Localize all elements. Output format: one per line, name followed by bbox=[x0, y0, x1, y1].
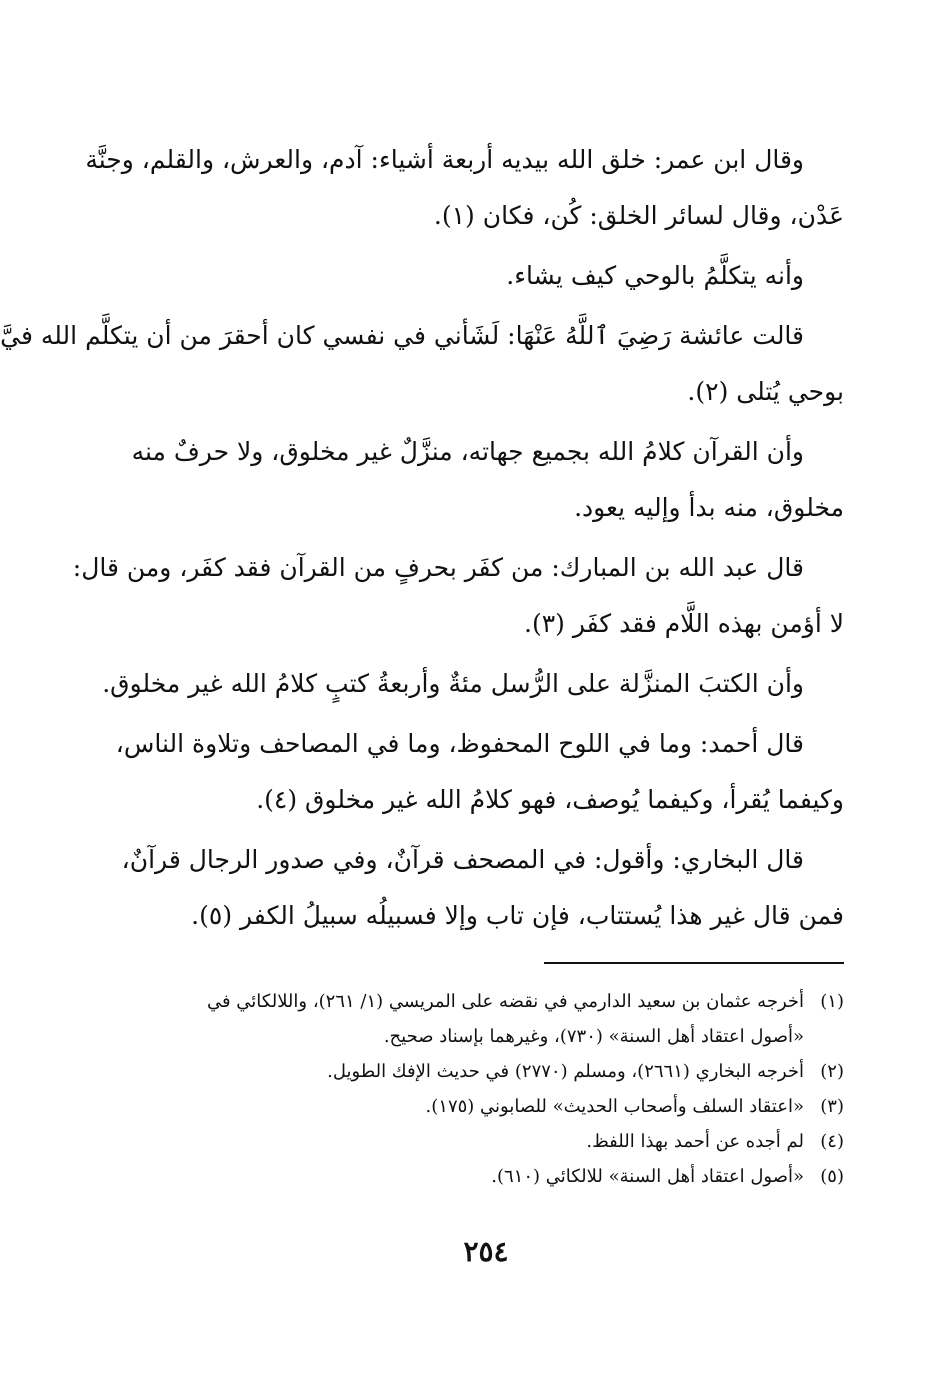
text-line: وكيفما يُقرأ، وكيفما يُوصف، فهو كلامُ الله غير مخلوق (٤). bbox=[256, 785, 844, 814]
footnote-text bbox=[124, 1124, 804, 1159]
text-line: قال البخاري: وأقول: في المصحف قرآنٌ، وفي صدور الرجال قرآنٌ، bbox=[121, 845, 804, 874]
text-line: عَدْن، وقال لسائر الخلق: كُن، فكان (١). bbox=[433, 201, 844, 230]
footnote-number: (١) bbox=[820, 991, 844, 1012]
footnote-number: (٤) bbox=[820, 1131, 844, 1152]
footnote bbox=[124, 1089, 844, 1124]
text-line: وأن القرآن كلامُ الله بجميع جهاته، منزَّلٌ غير مخلوق، ولا حرفٌ منه bbox=[131, 437, 804, 466]
text-line: وأن الكتبَ المنزَّلة على الرُّسل مئةٌ وأربعةُ كتبٍ كلامُ الله غير مخلوق. bbox=[102, 669, 804, 698]
paragraph bbox=[132, 424, 844, 536]
footnote-number: (٥) bbox=[820, 1166, 844, 1187]
paragraph bbox=[85, 132, 844, 244]
footnote bbox=[124, 1159, 844, 1194]
text-line: وأنه يتكلَّمُ بالوحي كيف يشاء. bbox=[506, 261, 804, 290]
footnote-divider bbox=[544, 962, 844, 964]
paragraph bbox=[102, 656, 844, 712]
text-line: فمن قال غير هذا يُستتاب، فإن تاب وإلا فسبيلُه سبيلُ الكفر (٥). bbox=[191, 901, 844, 930]
footnote-line: لم أجده عن أحمد بهذا اللفظ. bbox=[586, 1131, 804, 1152]
paragraph bbox=[132, 248, 844, 304]
footnote-line: «أصول اعتقاد أهل السنة» (٧٣٠)، وغيرهما بإسناد صحيح. bbox=[383, 1026, 804, 1047]
footnote-text bbox=[124, 1159, 804, 1194]
footnote-line: أخرجه عثمان بن سعيد الدارمي في نقضه على المريسي (١/ ٢٦١)، واللالكائي في bbox=[206, 991, 804, 1012]
text-line: قالت عائشة رَضِيَ ٱللَّهُ عَنْهَا: لَشَأني في نفسي كان أحقرَ من أن يتكلَّم الله فيَّ bbox=[0, 321, 804, 350]
footnote-text bbox=[124, 1089, 804, 1124]
paragraph bbox=[0, 308, 844, 420]
footnote-number: (٣) bbox=[820, 1096, 844, 1117]
footnotes bbox=[124, 984, 844, 1194]
footnote-line: «اعتقاد السلف وأصحاب الحديث» للصابوني (١٧٥). bbox=[425, 1096, 804, 1117]
footnote-line: «أصول اعتقاد أهل السنة» للالكائي (٦١٠). bbox=[491, 1166, 804, 1187]
footnote-number: (٢) bbox=[820, 1061, 844, 1082]
footnote bbox=[124, 984, 844, 1054]
paragraph bbox=[121, 832, 844, 944]
main-text bbox=[0, 132, 844, 948]
text-line: مخلوق، منه بدأ وإليه يعود. bbox=[574, 493, 844, 522]
footnote bbox=[124, 1054, 844, 1089]
text-line: لا أؤمن بهذه اللَّام فقد كفَر (٣). bbox=[524, 609, 844, 638]
page-number: ٢٥٤ bbox=[463, 1235, 509, 1268]
footnote-text bbox=[124, 984, 804, 1054]
paragraph bbox=[72, 540, 844, 652]
text-line: وقال ابن عمر: خلق الله بيديه أربعة أشياء: آدم، والعرش، والقلم، وجنَّة bbox=[85, 145, 804, 174]
footnote-text bbox=[124, 1054, 804, 1089]
text-line: قال عبد الله بن المبارك: من كفَر بحرفٍ من القرآن فقد كفَر، ومن قال: bbox=[72, 553, 804, 582]
text-line: بوحي يُتلى (٢). bbox=[687, 377, 844, 406]
footnote-line: أخرجه البخاري (٢٦٦١)، ومسلم (٢٧٧٠) في حديث الإفك الطويل. bbox=[327, 1061, 804, 1082]
text-line: قال أحمد: وما في اللوح المحفوظ، وما في المصاحف وتلاوة الناس، bbox=[115, 729, 804, 758]
footnote bbox=[124, 1124, 844, 1159]
paragraph bbox=[115, 716, 844, 828]
